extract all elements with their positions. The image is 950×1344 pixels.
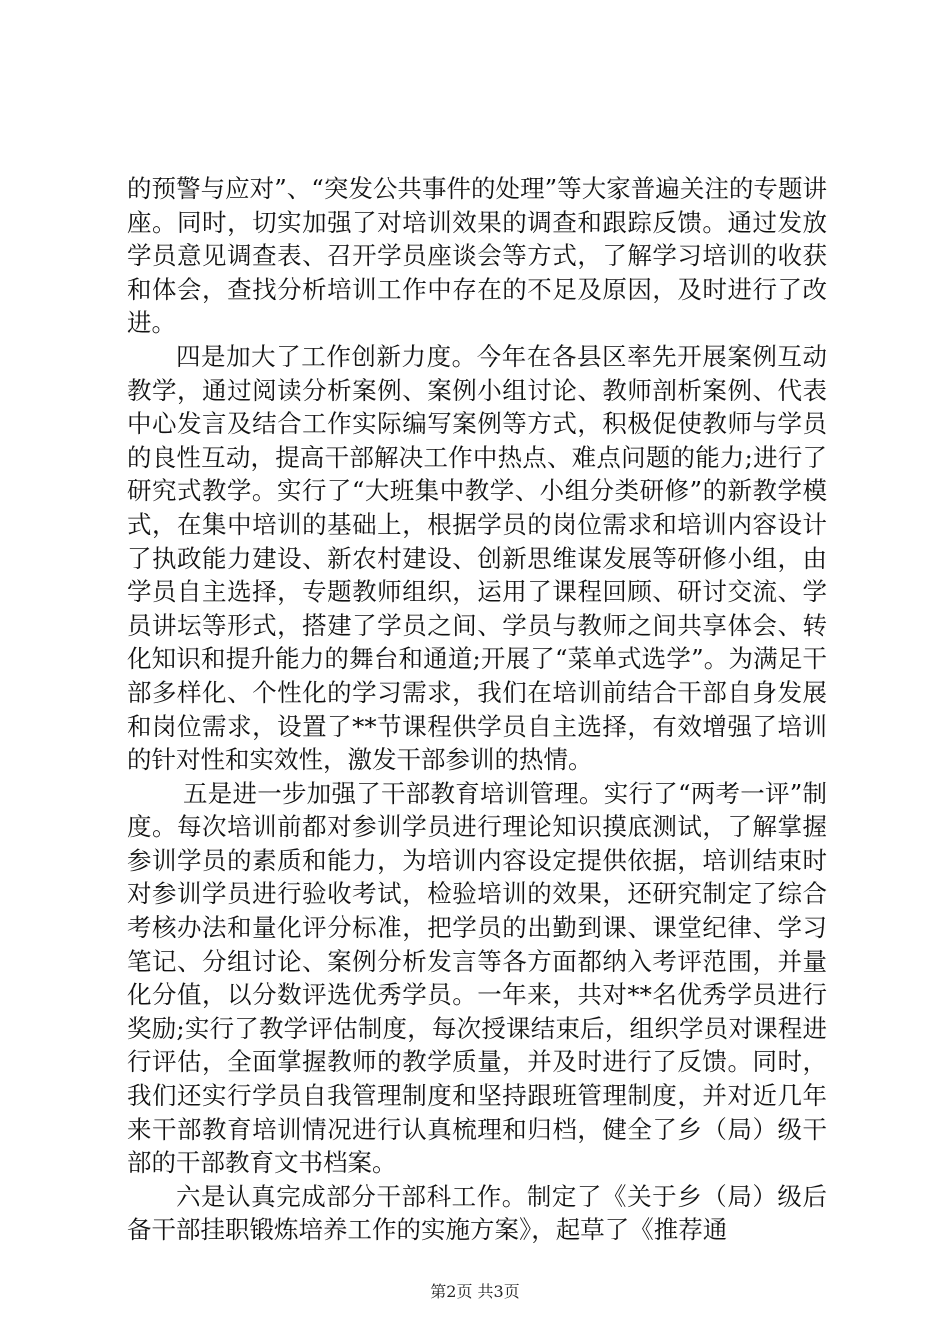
paragraph-training-management: 五是进一步加强了干部教育培训管理。实行了“两考一评”制度。每次培训前都对参训学员进行理论知识摸底测试，了解掌握参训学员的素质和能力，为培训内容设定提供依据，培训结束时对参训学员进行验收考试，检验培训的效果，还研究制定了综合考核办法和量化评分标准，把学员的出勤到课、课堂纪律、学习笔记、分组讨论、案例分析发言等各方面都纳入考评范围，并量化分值，以分数评选优秀学员。一年来，共对**名优秀学员进行奖励;实行了教学评估制度，每次授课结束后，组织学员对课程进行评估，全面掌握教师的教学质量，并及时进行了反馈。同时，我们还实行学员自我管理制度和坚持跟班管理制度，并对近几年来干部教育培训情况进行认真梳理和归档，健全了乡（局）级干部的干部教育文书档案。 [127, 778, 827, 1178]
paragraph-training-feedback: 的预警与应对”、“突发公共事件的处理”等大家普遍关注的专题讲座。同时，切实加强了对培训效果的调查和跟踪反馈。通过发放学员意见调查表、召开学员座谈会等方式，了解学习培训的收获和体会，查找分析培训工作中存在的不足及原因，及时进行了改进。 [127, 174, 827, 338]
page-number-footer: 第2页 共3页 [430, 1282, 520, 1301]
paragraph-cadre-section-work: 六是认真完成部分干部科工作。制定了《关于乡（局）级后备干部挂职锻炼培养工作的实施方案》，起草了《推荐通 [127, 1181, 827, 1245]
document-body [127, 172, 827, 1247]
paragraph-work-innovation: 四是加大了工作创新力度。今年在各县区率先开展案例互动教学，通过阅读分析案例、案例小组讨论、教师剖析案例、代表中心发言及结合工作实际编写案例等方式，积极促使教师与学员的良性互动，提高干部解决工作中热点、难点问题的能力;进行了研究式教学。实行了“大班集中教学、小组分类研修”的新教学模式，在集中培训的基础上，根据学员的岗位需求和培训内容设计了执政能力建设、新农村建设、创新思维谋发展等研修小组，由学员自主选择，专题教师组织，运用了课程回顾、研讨交流、学员讲坛等形式，搭建了学员之间、学员与教师之间共享体会、转化知识和提升能力的舞台和通道;开展了“菜单式选学”。为满足干部多样化、个性化的学习需求，我们在培训前结合干部自身发展和岗位需求，设置了**节课程供学员自主选择，有效增强了培训的针对性和实效性，激发干部参训的热情。 [127, 341, 827, 775]
